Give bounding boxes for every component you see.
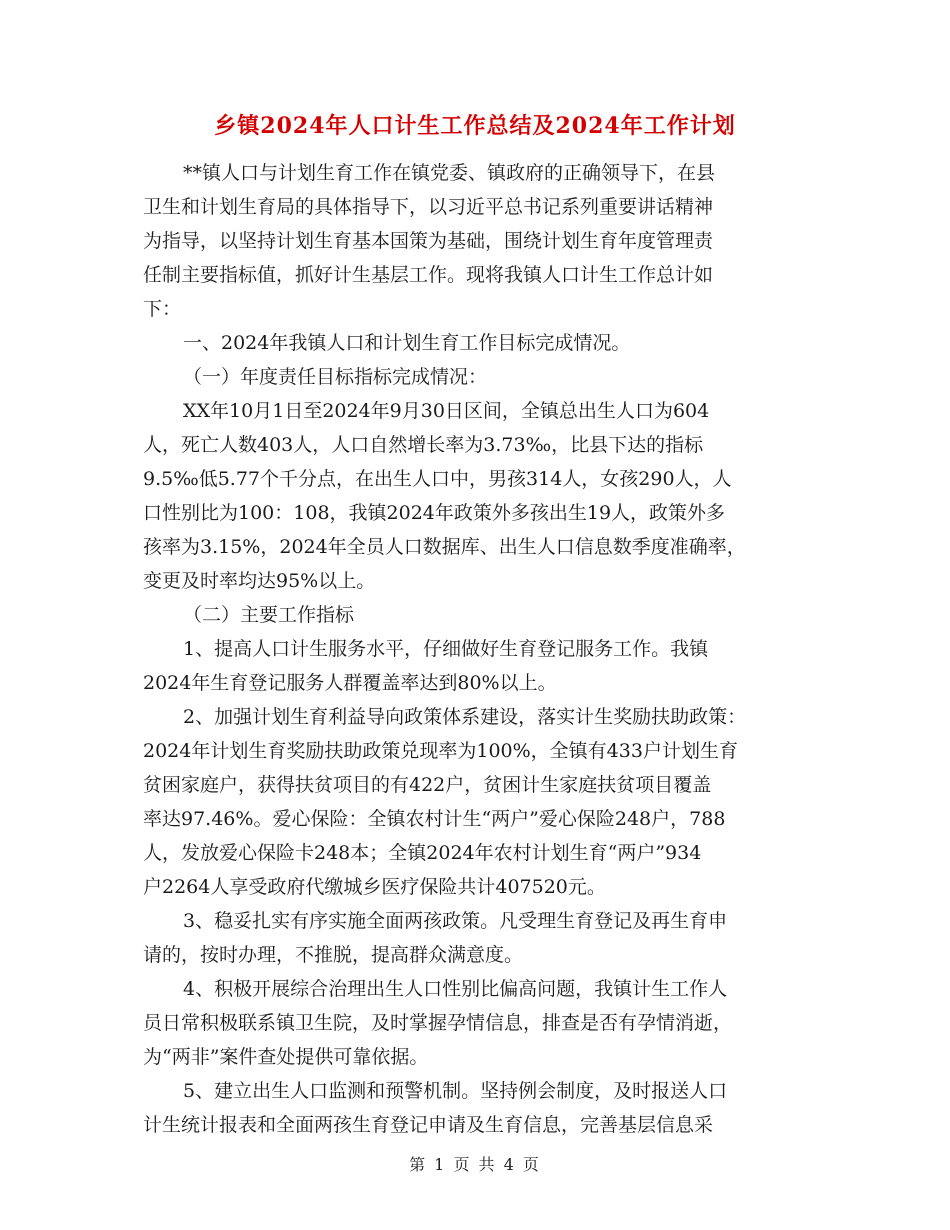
paragraph-line: 5、建立出生人口监测和预警机制。坚持例会制度，及时报送人口 (183, 1080, 728, 1102)
paragraph-line: 3、稳妥扎实有序实施全面两孩政策。凡受理生育登记及再生育申 (183, 910, 728, 932)
paragraph-line: **镇人口与计划生育工作在镇党委、镇政府的正确领导下，在县 (183, 162, 716, 184)
subsection-heading: （二）主要工作指标 (183, 604, 355, 626)
paragraph-line: 人，发放爱心保险卡248本；全镇2024年农村计划生育“两户”934 (143, 842, 702, 864)
paragraph-line: 为指导，以坚持计划生育基本国策为基础，围绕计划生育年度管理责 (143, 230, 714, 252)
paragraph-line: 率达97.46%。爱心保险：全镇农村计生“两户”爱心保险248户，788 (143, 808, 726, 830)
paragraph-line: 9.5‰低5.77个千分点，在出生人口中，男孩314人，女孩290人，人 (143, 468, 732, 490)
paragraph-line: 户2264人享受政府代缴城乡医疗保险共计407520元。 (143, 876, 606, 898)
paragraph-line: XX年10月1日至2024年9月30日区间，全镇总出生人口为604 (183, 400, 710, 422)
paragraph-line: 员日常积极联系镇卫生院，及时掌握孕情信息，排查是否有孕情消逝， (143, 1012, 733, 1034)
paragraph-line: 为“两非”案件查处提供可靠依据。 (143, 1046, 429, 1068)
paragraph-line: 贫困家庭户，获得扶贫项目的有422户，贫困计生家庭扶贫项目覆盖 (143, 774, 712, 796)
paragraph-line: 4、积极开展综合治理出生人口性别比偏高问题，我镇计生工作人 (183, 978, 728, 1000)
paragraph-line: 变更及时率均达95%以上。 (143, 570, 376, 592)
paragraph-line: 请的，按时办理，不推脱，提高群众满意度。 (143, 944, 524, 966)
subsection-heading: （一）年度责任目标指标完成情况： (183, 366, 488, 388)
paragraph-line: 1、提高人口计生服务水平，仔细做好生育登记服务工作。我镇 (183, 638, 709, 660)
document-body (143, 156, 808, 1142)
paragraph-line: 孩率为3.15%，2024年全员人口数据库、出生人口信息数季度准确率， (143, 536, 746, 558)
paragraph-line: 任制主要指标值，抓好计生基层工作。现将我镇人口计生工作总计如 (143, 264, 714, 286)
paragraph-line: 人，死亡人数403人，人口自然增长率为3.73‰，比县下达的指标 (143, 434, 704, 456)
paragraph-line: 下： (143, 298, 182, 320)
section-heading: 一、2024年我镇人口和计划生育工作目标完成情况。 (183, 332, 631, 354)
paragraph-line: 卫生和计划生育局的具体指导下，以习近平总书记系列重要讲话精神 (143, 196, 714, 218)
paragraph-line: 计生统计报表和全面两孩生育登记申请及生育信息，完善基层信息采 (143, 1114, 714, 1136)
paragraph-line: 2、加强计划生育利益导向政策体系建设，落实计生奖励扶助政策： (183, 706, 747, 728)
page-number-footer: 第 1 页 共 4 页 (409, 1155, 541, 1174)
paragraph-line: 2024年计划生育奖励扶助政策兑现率为100%，全镇有433户计划生育 (143, 740, 738, 762)
document-title: 乡镇2024年人口计生工作总结及2024年工作计划 (214, 113, 736, 139)
paragraph-line: 口性别比为100：108，我镇2024年政策外多孩出生19人，政策外多 (143, 502, 726, 524)
paragraph-line: 2024年生育登记服务人群覆盖率达到80%以上。 (143, 672, 557, 694)
